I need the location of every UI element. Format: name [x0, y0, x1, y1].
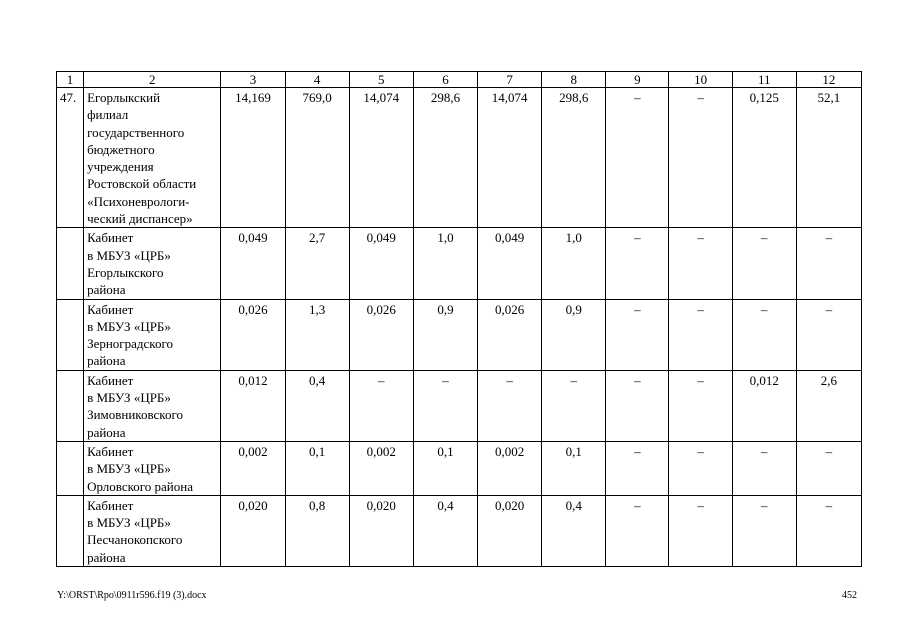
value-cell: – — [542, 370, 606, 441]
name-line: ческий диспансер» — [87, 211, 193, 227]
table-body — [57, 72, 862, 567]
name-line: Зерноградского — [87, 336, 173, 352]
name-line: Кабинет — [87, 443, 134, 459]
value-cell: – — [796, 228, 861, 299]
name-line: района — [87, 353, 126, 369]
value-cell: 0,125 — [732, 88, 796, 228]
table-row — [57, 441, 862, 495]
value-cell: 0,1 — [413, 441, 477, 495]
value-cell: – — [606, 88, 669, 228]
name-line: Кабинет — [87, 301, 134, 317]
value-cell: – — [796, 441, 861, 495]
column-header: 9 — [606, 72, 669, 88]
value-cell: 0,049 — [478, 228, 542, 299]
column-header: 2 — [84, 72, 221, 88]
value-cell: 0,1 — [285, 441, 349, 495]
institution-name — [84, 228, 221, 299]
column-header: 1 — [57, 72, 84, 88]
value-cell: 298,6 — [542, 88, 606, 228]
table-row — [57, 495, 862, 566]
value-cell: 0,049 — [349, 228, 413, 299]
value-cell: 52,1 — [796, 88, 861, 228]
value-cell: – — [606, 370, 669, 441]
value-cell: 0,026 — [349, 299, 413, 370]
column-header: 11 — [732, 72, 796, 88]
value-cell: 0,002 — [349, 441, 413, 495]
name-line: Егорлыкский — [87, 90, 161, 105]
name-line: в МБУЗ «ЦРБ» — [87, 515, 171, 531]
value-cell: – — [606, 299, 669, 370]
value-cell: – — [669, 228, 732, 299]
value-cell: 0,9 — [413, 299, 477, 370]
value-cell: – — [732, 441, 796, 495]
data-table — [56, 71, 862, 567]
value-cell: 0,9 — [542, 299, 606, 370]
value-cell: – — [732, 495, 796, 566]
value-cell: 0,002 — [478, 441, 542, 495]
value-cell: 14,074 — [349, 88, 413, 228]
value-cell: 1,0 — [413, 228, 477, 299]
name-line: Кабинет — [87, 372, 134, 388]
name-line: Зимовниковского — [87, 407, 183, 423]
value-cell: 1,3 — [285, 299, 349, 370]
value-cell: 0,026 — [478, 299, 542, 370]
value-cell: – — [669, 299, 732, 370]
value-cell: 298,6 — [413, 88, 477, 228]
institution-name — [84, 88, 221, 228]
value-cell: – — [796, 495, 861, 566]
value-cell: – — [413, 370, 477, 441]
name-line: «Психоневрологи- — [87, 193, 190, 209]
value-cell: 0,8 — [285, 495, 349, 566]
name-line: в МБУЗ «ЦРБ» — [87, 247, 171, 263]
institution-name — [84, 495, 221, 566]
name-line: в МБУЗ «ЦРБ» — [87, 390, 171, 406]
value-cell: 0,020 — [349, 495, 413, 566]
value-cell: – — [669, 88, 732, 228]
column-header: 5 — [349, 72, 413, 88]
value-cell: 0,012 — [221, 370, 285, 441]
column-header: 4 — [285, 72, 349, 88]
name-line: в МБУЗ «ЦРБ» — [87, 318, 171, 334]
value-cell: – — [669, 495, 732, 566]
name-line: Кабинет — [87, 230, 134, 246]
value-cell: 0,4 — [285, 370, 349, 441]
value-cell: 2,7 — [285, 228, 349, 299]
value-cell: 2,6 — [796, 370, 861, 441]
row-number — [57, 228, 84, 299]
row-number: 47. — [57, 88, 84, 228]
value-cell: 0,049 — [221, 228, 285, 299]
name-line: района — [87, 424, 126, 440]
institution-name — [84, 370, 221, 441]
row-number — [57, 299, 84, 370]
value-cell: 769,0 — [285, 88, 349, 228]
row-number — [57, 495, 84, 566]
footer-file-path: Y:\ORST\Rpo\0911r596.f19 (3).docx — [57, 590, 207, 601]
value-cell: – — [732, 228, 796, 299]
value-cell: – — [606, 228, 669, 299]
value-cell: – — [349, 370, 413, 441]
header-row — [57, 72, 862, 88]
table-row — [57, 299, 862, 370]
value-cell: 0,026 — [221, 299, 285, 370]
value-cell: 0,012 — [732, 370, 796, 441]
name-line: района — [87, 282, 126, 298]
value-cell: – — [478, 370, 542, 441]
value-cell: 0,1 — [542, 441, 606, 495]
name-line: Песчанокопского — [87, 532, 183, 548]
institution-name — [84, 441, 221, 495]
table-row — [57, 88, 862, 228]
name-line: учреждения — [87, 159, 154, 175]
name-line: Орловского района — [87, 478, 193, 494]
name-line: Кабинет — [87, 497, 134, 513]
name-line: бюджетного — [87, 141, 155, 157]
value-cell: – — [669, 441, 732, 495]
page-number: 452 — [842, 590, 857, 601]
value-cell: – — [732, 299, 796, 370]
value-cell: 14,169 — [221, 88, 285, 228]
institution-name — [84, 299, 221, 370]
column-header: 3 — [221, 72, 285, 88]
row-number — [57, 370, 84, 441]
value-cell: 0,020 — [478, 495, 542, 566]
value-cell: 1,0 — [542, 228, 606, 299]
value-cell: 0,002 — [221, 441, 285, 495]
row-number — [57, 441, 84, 495]
name-line: филиал — [87, 107, 129, 123]
value-cell: 0,4 — [542, 495, 606, 566]
name-line: в МБУЗ «ЦРБ» — [87, 461, 171, 477]
column-header: 12 — [796, 72, 861, 88]
table-row — [57, 370, 862, 441]
value-cell: 0,020 — [221, 495, 285, 566]
column-header: 8 — [542, 72, 606, 88]
name-line: государственного — [87, 124, 185, 140]
value-cell: – — [606, 495, 669, 566]
value-cell: – — [796, 299, 861, 370]
column-header: 7 — [478, 72, 542, 88]
column-header: 10 — [669, 72, 732, 88]
value-cell: 14,074 — [478, 88, 542, 228]
value-cell: – — [606, 441, 669, 495]
name-line: Ростовской области — [87, 176, 197, 192]
column-header: 6 — [413, 72, 477, 88]
name-line: района — [87, 549, 126, 565]
name-line: Егорлыкского — [87, 264, 164, 280]
table-row — [57, 228, 862, 299]
value-cell: 0,4 — [413, 495, 477, 566]
value-cell: – — [669, 370, 732, 441]
